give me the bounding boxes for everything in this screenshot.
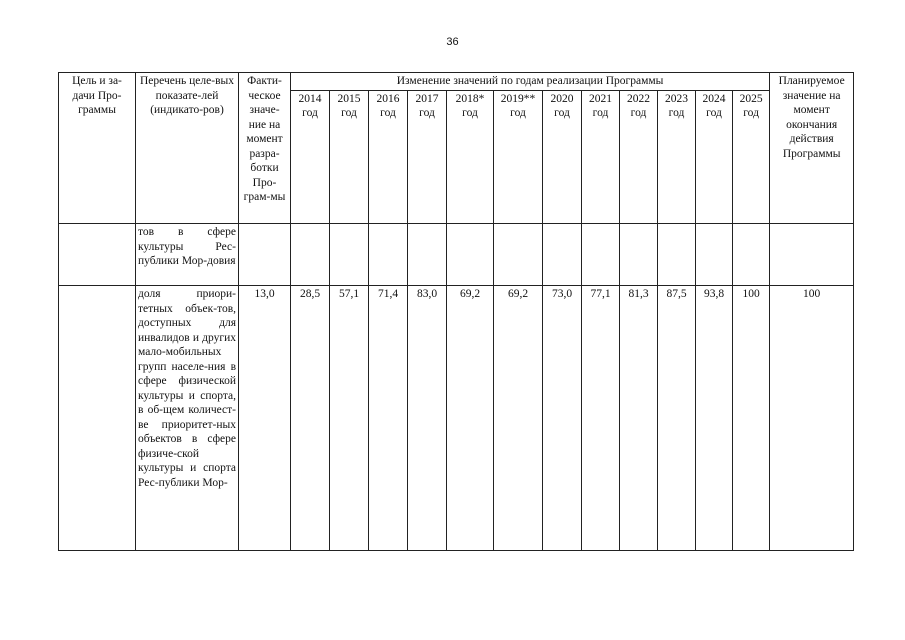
header-year-cell — [369, 90, 408, 224]
header-indicators: Перечень целе-вых показате-лей (индикато-ров) — [136, 73, 239, 224]
header-year-cell — [494, 90, 543, 224]
year-value-cell — [408, 224, 447, 286]
header-planned-value: Планируемое значение на момент окончания действия Программы — [770, 73, 854, 224]
year-unit: год — [743, 107, 759, 119]
header-year-cell — [447, 90, 494, 224]
year-value-cell: 69,2 — [447, 286, 494, 551]
year-unit: год — [302, 107, 318, 119]
year-number: 2020 — [550, 92, 574, 105]
year-value-cell: 81,3 — [620, 286, 658, 551]
header-year-cell — [330, 90, 369, 224]
year-value-cell: 93,8 — [696, 286, 733, 551]
year-value-cell — [447, 224, 494, 286]
header-year-cell — [696, 90, 733, 224]
year-value-cell: 28,5 — [291, 286, 330, 551]
year-unit: год — [592, 107, 609, 119]
year-unit: год — [668, 107, 685, 119]
actual-value-cell: 13,0 — [239, 286, 291, 551]
year-value-cell: 77,1 — [582, 286, 620, 551]
year-number: 2017 — [415, 92, 439, 105]
indicator-cell: тов в сфере культуры Рес-публики Мор-довия — [136, 224, 239, 286]
year-value-cell — [696, 224, 733, 286]
header-row-top — [59, 73, 854, 91]
header-year-cell — [543, 90, 582, 224]
year-value-cell: 87,5 — [658, 286, 696, 551]
header-year-cell — [658, 90, 696, 224]
indicators-table — [58, 72, 854, 551]
header-year-cell — [620, 90, 658, 224]
year-unit: год — [554, 107, 570, 119]
year-unit: год — [380, 107, 396, 119]
year-number: 2024 — [702, 92, 726, 105]
header-year-cell — [582, 90, 620, 224]
header-year-cell — [408, 90, 447, 224]
page-number: 36 — [446, 36, 459, 48]
year-unit: год — [419, 107, 435, 119]
year-value-cell — [658, 224, 696, 286]
header-year-cell — [291, 90, 330, 224]
goal-cell — [59, 286, 136, 551]
year-value-cell: 71,4 — [369, 286, 408, 551]
header-goal: Цель и за-дачи Про-граммы — [59, 73, 136, 224]
header-year-cell — [733, 90, 770, 224]
year-number: 2025 — [739, 92, 763, 105]
year-unit: год — [630, 107, 647, 119]
year-number: 2018* — [455, 92, 485, 105]
year-value-cell: 100 — [733, 286, 770, 551]
year-value-cell — [733, 224, 770, 286]
year-value-cell — [620, 224, 658, 286]
year-number: 2023 — [665, 92, 688, 105]
year-number: 2015 — [337, 92, 361, 105]
year-value-cell — [494, 224, 543, 286]
year-number: 2016 — [376, 92, 400, 105]
year-unit: год — [510, 107, 526, 119]
year-value-cell — [582, 224, 620, 286]
year-number: 2021 — [589, 92, 612, 105]
actual-value-cell — [239, 224, 291, 286]
year-value-cell: 57,1 — [330, 286, 369, 551]
year-number: 2014 — [298, 92, 322, 105]
year-number: 2019** — [500, 92, 536, 105]
table-row — [59, 224, 854, 286]
year-value-cell: 83,0 — [408, 286, 447, 551]
year-value-cell — [330, 224, 369, 286]
year-value-cell — [543, 224, 582, 286]
year-unit: год — [706, 107, 722, 119]
year-value-cell — [291, 224, 330, 286]
header-actual-value: Факти-ческое значе-ние на момент разра-ботки Про-грам-мы — [239, 73, 291, 224]
table-row — [59, 286, 854, 551]
year-value-cell — [369, 224, 408, 286]
year-number: 2022 — [627, 92, 650, 105]
planned-value-cell: 100 — [770, 286, 854, 551]
indicator-cell: доля приори-тетных объек-тов, доступных для инвалидов и других мало-мобильных групп населе-ния в сфере физической культуры и спорта, в об-щем количест-ве приоритет-ных объектов в сфере физиче-ской культуры и спорта Рес-публики Мор- — [136, 286, 239, 551]
year-value-cell: 73,0 — [543, 286, 582, 551]
year-value-cell: 69,2 — [494, 286, 543, 551]
header-years-group: Изменение значений по годам реализации Программы — [291, 73, 770, 91]
goal-cell — [59, 224, 136, 286]
planned-value-cell — [770, 224, 854, 286]
year-unit: год — [462, 107, 478, 119]
year-unit: год — [341, 107, 357, 119]
